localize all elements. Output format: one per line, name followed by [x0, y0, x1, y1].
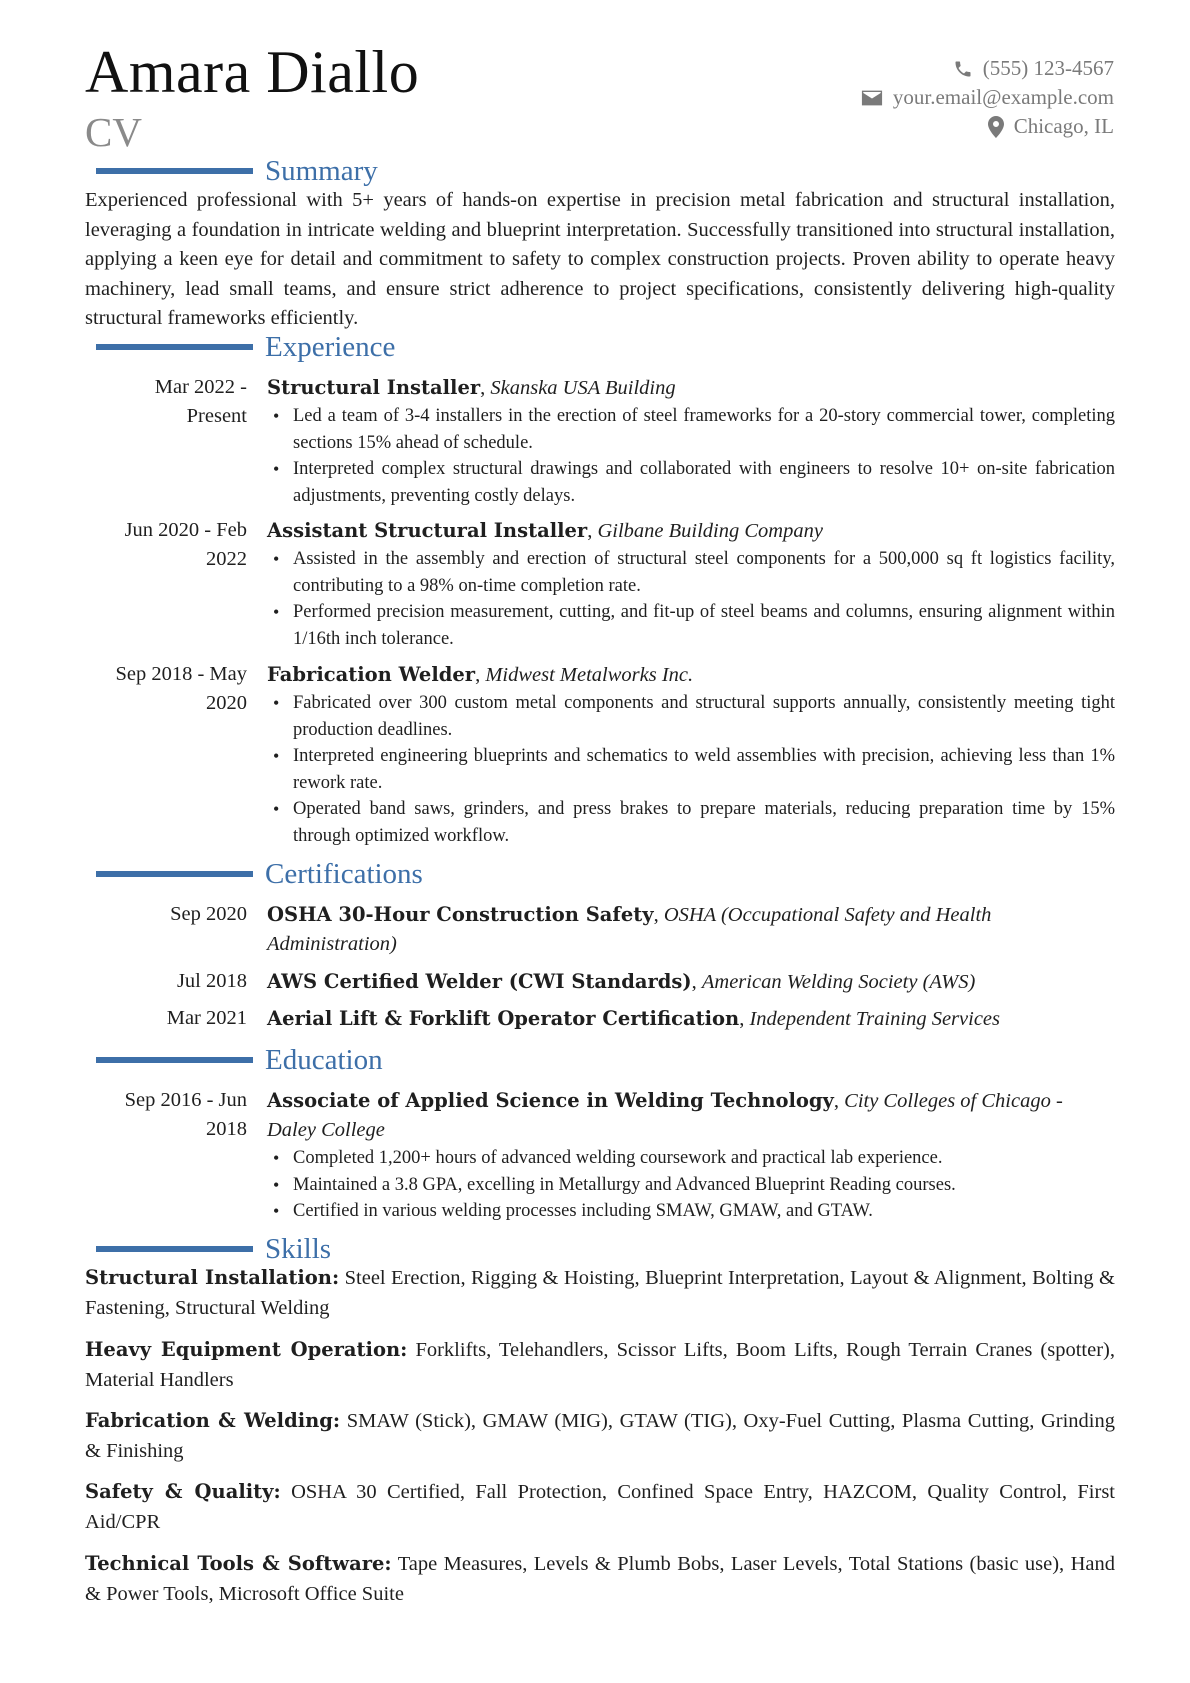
- entry-body: OSHA 30-Hour Construction Safety, OSHA (Occupational Safety and Health Administration): [267, 903, 992, 955]
- date-line: Sep 2018 - May: [115, 663, 247, 685]
- date-line: Jun 2020 - Feb: [124, 519, 247, 541]
- section-title: Experience: [265, 330, 396, 363]
- skill-group: [85, 1263, 1115, 1323]
- section-accent-bar: [96, 871, 253, 877]
- email-address[interactable]: your.email@example.com: [892, 85, 1114, 109]
- skill-values: Tape Measures, Levels & Plumb Bobs, Laser Levels, Total Stations (basic use), Hand & Power Tools, Microsoft Office Suite: [85, 1553, 1116, 1605]
- map-pin-icon: [988, 116, 1004, 138]
- cert-title: OSHA 30-Hour Construction Safety: [267, 903, 654, 926]
- cert-date: Sep 2020: [170, 903, 247, 925]
- skill-label: Safety & Quality:: [85, 1480, 281, 1503]
- employer: Gilbane Building Company: [597, 520, 823, 542]
- skill-label: Heavy Equipment Operation:: [85, 1338, 408, 1361]
- envelope-icon: [861, 89, 883, 107]
- section-title: Summary: [265, 154, 378, 187]
- degree-title: Associate of Applied Science in Welding Technology: [267, 1089, 834, 1112]
- section-summary-heading: [96, 154, 378, 188]
- cert-issuer: Independent Training Services: [749, 1008, 1000, 1030]
- job-title: Structural Installer: [267, 376, 481, 399]
- section-title: Education: [265, 1043, 383, 1076]
- employer: Skanska USA Building: [490, 377, 676, 399]
- entry-date: [85, 660, 247, 718]
- skill-group: [85, 1549, 1115, 1609]
- bullet-list: [267, 1145, 1115, 1225]
- bullet-item: • Interpreted engineering blueprints and schematics to weld assemblies with precision, achieving less than 1% rework rate.: [267, 743, 1115, 796]
- section-certifications-heading: [96, 857, 423, 891]
- entry-body: Associate of Applied Science in Welding Technology, City Colleges of Chicago - Daley College • Completed 1,200+ hours of advanced welding coursework and practical lab experience. • Maintained a 3.8 GPA, excelling in Metallurgy and Advanced Blueprint Reading courses. • Certified in various welding processes including SMAW, GMAW, and GTAW.: [267, 1086, 1115, 1225]
- cert-title: Aerial Lift & Forklift Operator Certification: [267, 1007, 740, 1030]
- phone-icon: [953, 59, 973, 79]
- section-accent-bar: [96, 1246, 253, 1252]
- section-skills-heading: [96, 1232, 331, 1266]
- entry-body: Structural Installer, Skanska USA Building • Led a team of 3-4 installers in the erection of steel frameworks for a 20-story commercial tower, completing sections 15% ahead of schedule. • Interpreted complex structural drawings and collaborated with engineers to resolve 10+ on-site fabrication adjustments, preventing costly delays.: [267, 373, 1115, 509]
- skill-group: [85, 1406, 1115, 1466]
- document-subtitle: CV: [85, 109, 142, 155]
- job-title: Assistant Structural Installer: [267, 519, 588, 542]
- skill-values: Forklifts, Telehandlers, Scissor Lifts, Boom Lifts, Rough Terrain Cranes (spotter), Material Handlers: [85, 1339, 1116, 1391]
- date-line: 2018: [206, 1118, 247, 1140]
- section-education-heading: [96, 1043, 383, 1077]
- skill-values: Steel Erection, Rigging & Hoisting, Blueprint Interpretation, Layout & Alignment, Bolting & Fastening, Structural Welding: [85, 1267, 1115, 1319]
- location-text: Chicago, IL: [1013, 114, 1114, 138]
- section-accent-bar: [96, 168, 253, 174]
- date-line: Mar 2022 -: [154, 376, 247, 398]
- section-accent-bar: [96, 344, 253, 350]
- entry-date: [85, 1086, 247, 1144]
- bullet-item: • Fabricated over 300 custom metal components and structural supports annually, consistently meeting tight production deadlines.: [267, 690, 1115, 743]
- entry-body: Aerial Lift & Forklift Operator Certification, Independent Training Services: [267, 1007, 1000, 1030]
- entry-body: Fabrication Welder, Midwest Metalworks Inc. • Fabricated over 300 custom metal components and structural supports annually, consistently meeting tight production deadlines. • Interpreted engineering blueprints and schematics to weld assemblies with precision, achieving less than 1% rework rate. • Operated band saws, grinders, and press brakes to prepare materials, reducing preparation time by 15% through optimized workflow.: [267, 660, 1115, 849]
- date-line: 2020: [206, 692, 247, 714]
- bullet-item: • Operated band saws, grinders, and press brakes to prepare materials, reducing preparation time by 15% through optimized workflow.: [267, 796, 1115, 849]
- bullet-item: • Completed 1,200+ hours of advanced welding coursework and practical lab experience.: [267, 1145, 1115, 1172]
- bullet-item: • Performed precision measurement, cutting, and fit-up of steel beams and columns, ensuring alignment within 1/16th inch tolerance.: [267, 599, 1115, 652]
- skill-label: Technical Tools & Software:: [85, 1552, 392, 1575]
- date-line: 2022: [206, 548, 247, 570]
- date-line: Present: [186, 405, 247, 427]
- institution: City Colleges of Chicago - Daley College: [267, 1090, 1063, 1141]
- phone-row: [861, 54, 1114, 83]
- job-title: Fabrication Welder: [267, 663, 476, 686]
- entry-date: [85, 516, 247, 574]
- section-accent-bar: [96, 1057, 253, 1063]
- contact-block: [861, 54, 1114, 141]
- bullet-item: • Maintained a 3.8 GPA, excelling in Metallurgy and Advanced Blueprint Reading courses.: [267, 1172, 1115, 1199]
- cert-date: Mar 2021: [166, 1007, 247, 1029]
- entry-date: [85, 373, 247, 431]
- bullet-item: • Interpreted complex structural drawings and collaborated with engineers to resolve 10+ on-site fabrication adjustments, preventing costly delays.: [267, 456, 1115, 509]
- skill-group: [85, 1477, 1115, 1537]
- skill-values: SMAW (Stick), GMAW (MIG), GTAW (TIG), Oxy-Fuel Cutting, Plasma Cutting, Grinding & Finishing: [85, 1410, 1115, 1462]
- candidate-name: Amara Diallo: [85, 39, 420, 105]
- skill-label: Fabrication & Welding:: [85, 1409, 341, 1432]
- skill-label: Structural Installation:: [85, 1266, 340, 1289]
- date-line: Sep 2016 - Jun: [124, 1089, 247, 1111]
- email-row: [861, 83, 1114, 112]
- entry-body: Assistant Structural Installer, Gilbane Building Company • Assisted in the assembly and erection of structural steel components for a 500,000 sq ft logistics facility, contributing to a 98% on-time completion rate. • Performed precision measurement, cutting, and fit-up of steel beams and columns, ensuring alignment within 1/16th inch tolerance.: [267, 516, 1115, 652]
- summary-text: Experienced professional with 5+ years of hands-on expertise in precision metal fabrication and structural installation, leveraging a foundation in intricate welding and blueprint interpretation. Successfully transitioned into structural installation, applying a keen eye for detail and commitment to safety to complex construction projects. Proven ability to operate heavy machinery, lead small teams, and ensure strict adherence to project specifications, consistently delivering high-quality structural frameworks efficiently.: [85, 189, 1115, 329]
- cert-issuer: OSHA (Occupational Safety and Health Administration): [267, 904, 992, 955]
- section-title: Certifications: [265, 857, 423, 890]
- bullet-list: [267, 690, 1115, 849]
- employer: Midwest Metalworks Inc.: [485, 664, 694, 686]
- section-experience-heading: [96, 330, 395, 364]
- cert-title: AWS Certified Welder (CWI Standards): [267, 970, 692, 993]
- skill-values: OSHA 30 Certified, Fall Protection, Confined Space Entry, HAZCOM, Quality Control, First Aid/CPR: [85, 1481, 1116, 1533]
- location-row: [861, 112, 1114, 141]
- bullet-item: • Led a team of 3-4 installers in the erection of steel frameworks for a 20-story commercial tower, completing sections 15% ahead of schedule.: [267, 403, 1115, 456]
- skill-group: [85, 1335, 1115, 1395]
- bullet-item: • Assisted in the assembly and erection of structural steel components for a 500,000 sq ft logistics facility, contributing to a 98% on-time completion rate.: [267, 546, 1115, 599]
- cert-issuer: American Welding Society (AWS): [701, 971, 976, 993]
- cert-date: Jul 2018: [176, 970, 247, 992]
- bullet-list: [267, 403, 1115, 509]
- bullet-item: • Certified in various welding processes including SMAW, GMAW, and GTAW.: [267, 1198, 1115, 1225]
- phone-number[interactable]: (555) 123-4567: [982, 56, 1114, 80]
- section-title: Skills: [265, 1232, 332, 1265]
- bullet-list: [267, 546, 1115, 652]
- entry-body: AWS Certified Welder (CWI Standards), American Welding Society (AWS): [267, 970, 976, 993]
